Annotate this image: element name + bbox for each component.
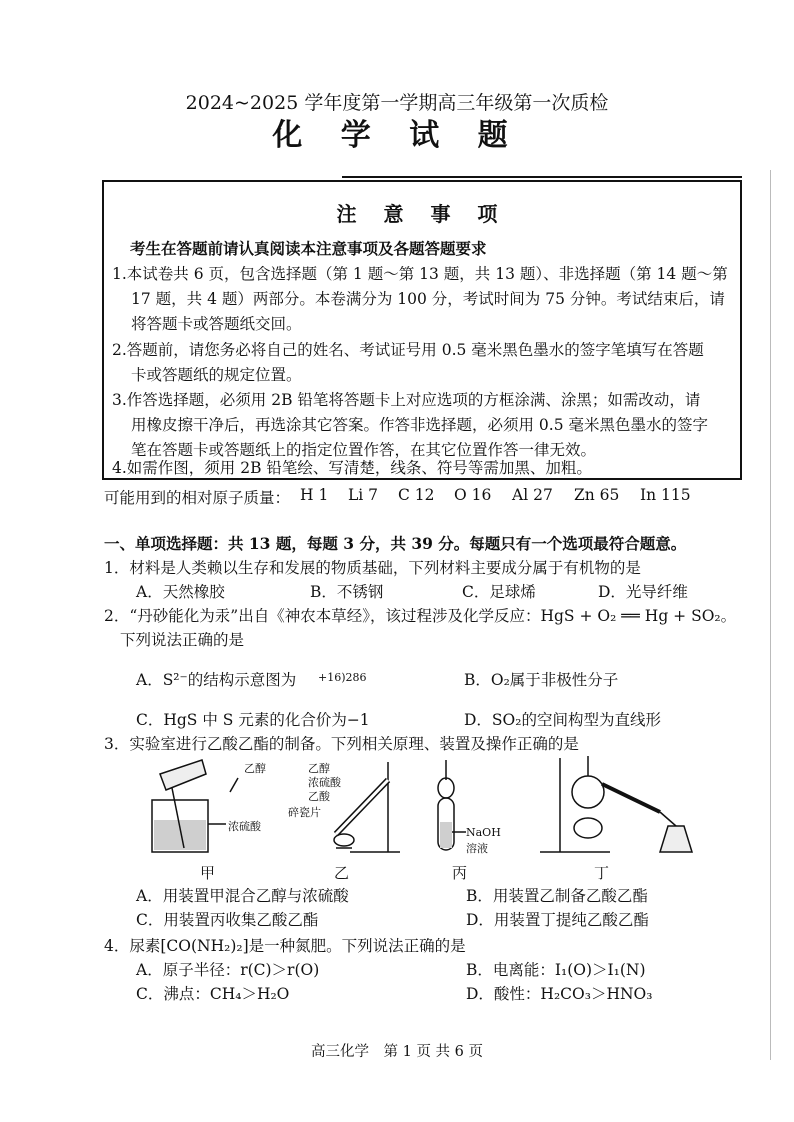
atomic-masses-label: 可能用到的相对原子质量： xyxy=(104,489,291,507)
atomic-mass-al: Al 27 xyxy=(512,486,553,504)
bing-liquid xyxy=(440,822,452,848)
q1-option-a: A．天然橡胶 xyxy=(136,583,225,601)
jia-pouring-beaker xyxy=(160,760,206,790)
q2-option-d: D．SO₂的空间构型为直线形 xyxy=(464,711,661,729)
q3-option-a: A．用装置甲混合乙醇与浓硫酸 xyxy=(136,887,349,905)
notice-box-top-rule xyxy=(342,176,742,178)
q2-option-a: A．S²⁻的结构示意图为 xyxy=(136,671,297,689)
notice-heading: 注 意 事 项 xyxy=(336,202,508,226)
q3-option-c: C．用装置丙收集乙酸乙酯 xyxy=(136,911,319,929)
page-edge-line xyxy=(770,170,771,1060)
q4-option-c: C．沸点：CH₄＞H₂O xyxy=(136,985,290,1003)
jia-ethanol-label: 乙醇 xyxy=(244,762,266,775)
notice-line-7: 用橡皮擦干净后，再选涂其它答案。作答非选择题，必须用 0.5 毫米黑色墨水的签字 xyxy=(131,416,709,434)
q4-option-a: A．原子半径：r(C)＞r(O) xyxy=(136,961,320,979)
ding-receiver xyxy=(660,826,692,852)
notice-line-4: 2.答题前，请您务必将自己的姓名、考试证号用 0.5 毫米黑色墨水的签字笔填写在答题 xyxy=(112,341,704,359)
q2-option-c: C．HgS 中 S 元素的化合价为−1 xyxy=(136,711,370,729)
ding-adapter xyxy=(660,812,676,826)
q2-option-b: B．O₂属于非极性分子 xyxy=(464,671,619,689)
section-1-title: 一、单项选择题：共 13 题，每题 3 分，共 39 分。每题只有一个选项最符合题意。 xyxy=(104,534,687,553)
jia-acid-label: 浓硫酸 xyxy=(228,820,261,833)
notice-line-6: 3.作答选择题，必须用 2B 铅笔将答题卡上对应选项的方框涂满、涂黑；如需改动，请 xyxy=(112,391,701,409)
q4-option-d: D．酸性：H₂CO₃＞HNO₃ xyxy=(466,985,653,1003)
q1-stem: 1．材料是人类赖以生存和发展的物质基础，下列材料主要成分属于有机物的是 xyxy=(104,559,641,577)
apparatus-bing xyxy=(438,760,466,850)
atomic-mass-zn: Zn 65 xyxy=(574,486,620,504)
q1-option-d: D．光导纤维 xyxy=(598,583,688,601)
bing-naoh-label: NaOH xyxy=(466,826,501,839)
exam-title: 2024~2025 学年度第一学期高三年级第一次质检 xyxy=(185,92,609,114)
notice-intro: 考生在答题前请认真阅读本注意事项及各题答题要求 xyxy=(130,239,487,258)
atomic-mass-c: C 12 xyxy=(398,486,435,504)
page-footer: 高三化学 第 1 页 共 6 页 xyxy=(311,1044,483,1060)
caption-bing: 丙 xyxy=(452,864,468,882)
ding-burner-flame xyxy=(574,818,602,838)
bing-bulb xyxy=(438,778,454,798)
atomic-mass-h: H 1 xyxy=(300,486,329,504)
q3-apparatus-figure xyxy=(140,752,760,862)
q3-option-b: B．用装置乙制备乙酸乙酯 xyxy=(466,887,648,905)
notice-line-5: 卡或答题纸的规定位置。 xyxy=(131,366,302,384)
caption-ding: 丁 xyxy=(594,864,610,882)
notice-line-8: 笔在答题卡或答题纸上的指定位置作答，在其它位置作答一律无效。 xyxy=(131,441,597,459)
q3-option-d: D．用装置丁提纯乙酸乙酯 xyxy=(466,911,649,929)
q2-stem-line2: 下列说法正确的是 xyxy=(120,631,245,649)
ding-condenser xyxy=(602,784,660,812)
ding-flask xyxy=(572,776,604,808)
caption-jia: 甲 xyxy=(200,864,216,882)
apparatus-yi xyxy=(334,762,400,852)
q4-stem: 4．尿素[CO(NH₂)₂]是一种氮肥。下列说法正确的是 xyxy=(104,937,466,955)
yi-test-tube-inner xyxy=(336,780,388,834)
q1-option-b: B．不锈钢 xyxy=(310,583,384,601)
bing-solution-label: 溶液 xyxy=(466,842,488,855)
q2-stem-line1: 2．“丹砂能化为汞”出自《神农本草经》，该过程涉及化学反应：HgS + O₂ ══ Hg + SO₂。 xyxy=(104,607,737,625)
q4-option-b: B．电离能：I₁(O)＞I₁(N) xyxy=(466,961,646,979)
jia-ethanol-pointer xyxy=(230,778,238,792)
atomic-mass-o: O 16 xyxy=(454,486,492,504)
s2-structure-diagram: +16)286 xyxy=(318,671,367,684)
yi-acetic-label: 乙酸 xyxy=(308,790,330,803)
notice-line-1: 1.本试卷共 6 页，包含选择题（第 1 题～第 13 题，共 13 题）、非选择题（第 14 题～第 xyxy=(112,265,728,283)
yi-ethanol-label: 乙醇 xyxy=(308,762,330,775)
apparatus-jia xyxy=(152,760,238,852)
q1-option-c: C．足球烯 xyxy=(462,583,536,601)
atomic-mass-li: Li 7 xyxy=(348,486,379,504)
q3-stem: 3．实验室进行乙酸乙酯的制备。下列相关原理、装置及操作正确的是 xyxy=(104,735,579,753)
atomic-mass-in: In 115 xyxy=(640,486,691,504)
apparatus-ding xyxy=(540,756,692,852)
yi-flame xyxy=(334,834,354,846)
notice-line-3: 将答题卡或答题纸交回。 xyxy=(131,315,302,333)
yi-acid-label: 浓硫酸 xyxy=(308,776,341,789)
caption-yi: 乙 xyxy=(334,864,350,882)
subject-title: 化 学 试 题 xyxy=(272,118,522,153)
notice-line-2: 17 题，共 4 题）两部分。本卷满分为 100 分，考试时间为 75 分钟。考试结束后，请 xyxy=(131,290,725,308)
yi-chips-label: 碎瓷片 xyxy=(288,806,321,819)
notice-line-9: 4.如需作图，须用 2B 铅笔绘、写清楚，线条、符号等需加黑、加粗。 xyxy=(112,459,592,477)
